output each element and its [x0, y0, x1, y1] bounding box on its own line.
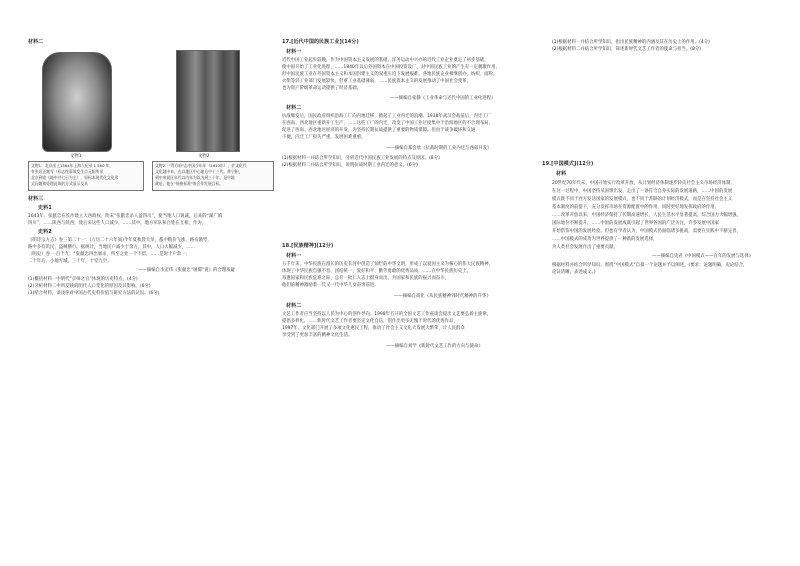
- column-middle: [282, 0, 537, 566]
- source-2-line: （明史）卷一·百十九：“张献忠四出屠杀，所至之处一个不留，……是时十户余一；: [28, 252, 191, 257]
- q18-m1-line: 他们的精神激励着一代又一代中华儿女奋勇前进。: [282, 283, 379, 288]
- q18-m1-source: ——摘编自高化《从民族精神到时代精神的升华》: [394, 294, 491, 299]
- q19-line: ……中国模式的成功为世界提供了一种新的发展选择，: [552, 237, 658, 242]
- q17-m1-line: 也为资产阶级革命运动提供了经济基础。: [282, 86, 362, 91]
- source-2-line: 《明诗宗方志》卷三第二十一：(万历二十六年间)今年夏秋皆大旱，都中粮价飞涨，路有饿殍，: [28, 238, 212, 243]
- q18-m2-line: 1997年，文化部门开展了多项文化惠民工程，推动了社会主义文化大发展大繁荣，让人民群众: [282, 326, 465, 331]
- q19-line: 国际地位不断提升，……中国的发展成就引起了世界各国的广泛关注，许多发展中国家: [552, 221, 720, 226]
- q17-m1-line: 火柴等轻工业部门发展较快，但重工业基础薄弱，……民族资本主义的发展推动了中国社会变革，: [282, 79, 472, 84]
- source-2-line: 二十年后，小地方城，三十年，十室九空。: [28, 259, 112, 264]
- material2-title: 材料二: [28, 39, 44, 45]
- q18-title: 18.[民族精神](12分): [282, 243, 334, 249]
- q17-question-1: (1)根据材料一并结合所学知识，分析近代中国民族工业发展的特点及原因。(8分): [282, 156, 440, 161]
- question-3: (3)结合材料，谈谈你对中国古代史料价值与研究方法的认识。(6分): [28, 291, 160, 296]
- q19-line: 在这一过程中，中国坚持从国情出发，走出了一条符合自身实际的发展道路，……中国的发展: [552, 189, 733, 194]
- q19-line: 开始借鉴中国的发展经验。但也有学者认为，中国模式仍面临诸多挑战，需要在实践中不断完善，: [552, 229, 742, 234]
- column-left: [28, 0, 273, 566]
- q17-m1-line: 近代中国工业起步较晚，作为中国资本主义发展的基础，洋务运动中兴办的近代工业企业奠定了初步基础，: [282, 58, 489, 63]
- source-2-label: 史料2: [38, 229, 52, 235]
- artifact-photo-2: [176, 50, 240, 152]
- q18-m2-source: ——摘编自刘学《新时代文艺工作的方向与使命》: [386, 344, 483, 349]
- q17-question-2: (2)根据材料二并结合所学知识，说明抗战时期工业内迁的意义。(6分): [282, 163, 418, 168]
- q19-line: 为人类社会发展作出了重要贡献。: [552, 245, 618, 250]
- q17-material2-label: 材料二: [286, 105, 302, 111]
- q19-title: 19.[中国模式](12分): [542, 161, 594, 167]
- material3-title: 材料三: [28, 196, 44, 202]
- q18-question-1: (1)根据材料一并结合所学知识，指出民族精神的内涵及其在历史上的作用。(4分): [552, 40, 710, 45]
- q18-m1-line: 体现了中华民族自强不息、团结统一、爱好和平、勤劳勇敢的优秀品质，……在中华民族历史上，: [282, 269, 472, 274]
- q19-source: ——摘编自史君《中国模式——百年的发展与选择》: [652, 254, 754, 259]
- q17-title: 17.[近代中国的民族工业](14分): [282, 39, 359, 45]
- question-2: (2)分析材料二中所反映的明代人口变化的原因及其影响。(6分): [28, 284, 151, 289]
- artifact-photo-1: [42, 52, 112, 152]
- source-2-line: 路中多有饥民，盗贼横行。据统计，当地民户减少十余万，其中，人口大幅减少，……: [28, 245, 196, 250]
- q19-line: 模式既不同于西方发达国家的发展模式，也不同于苏联的计划经济模式，而是在坚持社会主义: [552, 197, 733, 202]
- artifact-1-caption: 文物1：北京出土1564年上海人纪录 1 560 年， 有张居正题写（标志性事故发生点元阳所采 北京到宿（地中共七日为主），原标本现代化文化形 式问题和处理此故的方式显示及具: [28, 161, 144, 191]
- source-attribution: ——摘编自李宏伟《张献忠“屠蜀”说》的合理质疑: [138, 268, 235, 273]
- artifact-2-caption: 文物2："背方府"志中国少年年（1610年），扩文化代 文化地中来，在以地区中心地方中十三代，带宁积， 到中来说区年代以内年为以为到三十年，是中地 就是，他在"规格标准"的合作发展目标。: [152, 161, 274, 191]
- q17-m1-line: 使中国开始了工业化进程，……1840年以后外国资本在中国投资设厂，对中国民族工业的产生有一定刺激作用，: [282, 65, 500, 70]
- q17-m1-source: ——摘编自张静《工业革命与近代中国的工业化进程》: [390, 96, 496, 101]
- q18-m2-line: 享受到了更加丰富的精神文化生活。: [282, 333, 353, 338]
- q19-material-label: 材料: [556, 171, 567, 177]
- q18-question-2: (2)根据材料二并结合所学知识，简述新时代文艺工作者的使命与担当。(8分): [552, 47, 702, 52]
- q18-m1-line: 每逢国家和民族危难之际，总有一批仁人志士挺身而出，为国家和民族的振兴而奋斗。: [282, 276, 450, 281]
- q19-line: 基本制度的前提下，充分发挥市场在资源配置中的作用，同时更好地发挥政府的作用，: [552, 205, 720, 210]
- q19-question-line: 论证清晰，表述成文。): [552, 270, 596, 275]
- artifact-1-label: 文物1: [70, 154, 82, 159]
- question-1: (1)概括材料一中明代“京师之官”体现的历史特点。(4分): [28, 277, 138, 282]
- artifact-2-label: 文物2: [198, 154, 210, 159]
- q18-material1-label: 材料一: [286, 253, 302, 259]
- q17-m2-line: 不便，内迁工厂损失严重，发展困难重重。: [282, 135, 366, 140]
- q17-m2-line: 抗战爆发后，国民政府组织沿海工厂向内地迁移，掀起了工业内迁的浪潮。1938年武汉会战前后，内迁工厂: [282, 114, 492, 119]
- q17-m2-line: 在西南、西北地区重新开工生产，……这些工厂的内迁，改变了中国工业过度集中于沿海地区的不合理布局，: [282, 121, 494, 126]
- q19-line: ……改革开放以来，中国经济保持了长期高速增长，人民生活水平显著提高，综合国力大幅增强，: [552, 213, 742, 218]
- source-1-label: 史料1: [38, 205, 52, 211]
- q18-material2-label: 材料二: [286, 303, 302, 309]
- q17-m2-line: 促进了西南、西北地区经济的开发，为坚持长期抗战提供了重要的物质保障。但由于战争破坏和交通: [282, 128, 476, 133]
- q18-m1-line: 五千年来，中华民族在漫长的历史长河中创造了灿烂的中华文明，形成了以爱国主义为核心的伟大民族精神，: [282, 262, 494, 267]
- source-1-line: 四川”，……陕西与陕西，使后来这些人口减少，……其中，地方军队和百姓在互相，作为，: [28, 221, 207, 226]
- q18-m2-line: 文艺工作者应当坚持以人民为中心的创作导向，1998年召开的全国文艺工作座谈会提出文艺要弘扬主旋律，: [282, 312, 492, 317]
- column-right: [542, 0, 782, 566]
- q19-line: 20世纪70年代末，中国开始实行改革开放，从计划经济体制逐步转向社会主义市场经济体制，: [552, 181, 735, 186]
- q18-m2-line: 提倡多样化，……新时代文艺工作者要坚定文化自信，创作出更多无愧于时代的优秀作品，: [282, 319, 458, 324]
- q19-question-line: 根据材料并结合所学知识，围绕“中国模式”自拟一个论题并予以阐述。(要求：论题明确，史论结合，: [552, 263, 748, 268]
- q17-material1-label: 材料一: [286, 49, 302, 55]
- q17-m1-line: 但中国民族工业在外国资本主义和本国封建主义的双重压迫下发展艰难。各地民族企业相继创办，纺织、面粉、: [282, 72, 498, 77]
- source-1-line: 1643年，张献忠在长沙建立大西政权，明末“张献忠杀人盈四川”，使当地人口锐减，后来的“湖广填: [28, 214, 223, 219]
- q17-m2-source: ——摘编自郑会欣《抗战时期的工业内迁与西部开发》: [386, 146, 492, 151]
